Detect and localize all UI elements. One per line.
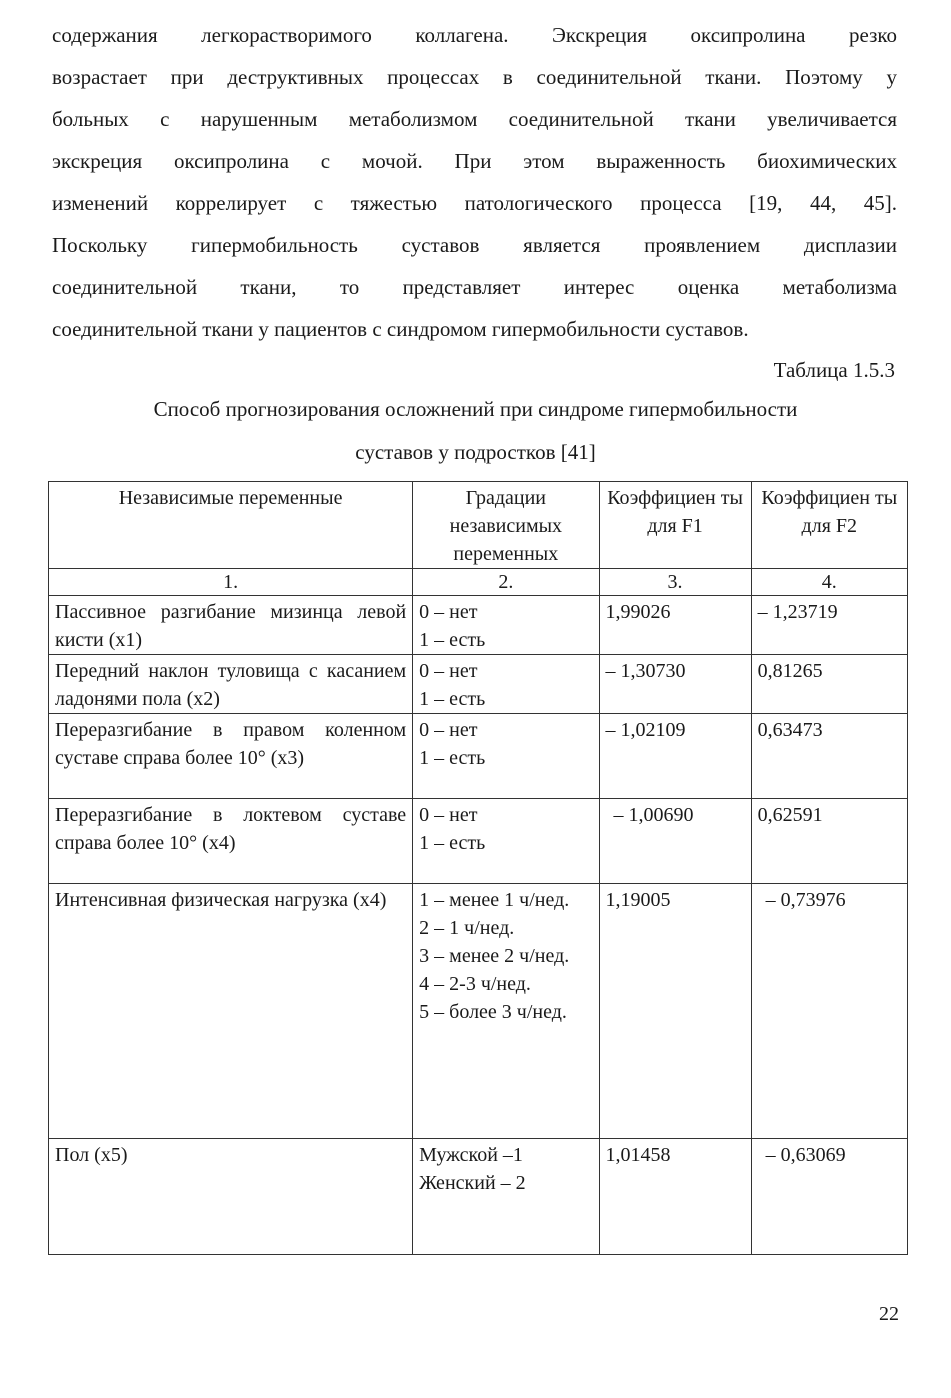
gradation-item: 5 – более 3 ч/нед. (419, 1001, 567, 1023)
f1-cell: – 1,00690 (599, 799, 751, 884)
gradation-item: 1 – есть (419, 832, 486, 854)
f2-cell: – 0,73976 (751, 884, 907, 1139)
paragraph-line: возрастает при деструктивных процессах в соединительной ткани. Поэтому у (52, 65, 897, 89)
variable-cell: Пассивное разгибание мизинца левой кисти (x1) (49, 596, 413, 655)
gradation-item: 1 – есть (419, 688, 486, 710)
f2-cell: 0,63473 (751, 714, 907, 799)
gradation-item: 0 – нет (419, 660, 478, 682)
gradations-cell (413, 655, 599, 714)
f1-cell: 1,99026 (599, 596, 751, 655)
column-index: 2. (413, 569, 599, 596)
paragraph-line: соединительной ткани у пациентов с синдромом гипермобильности суставов. (52, 317, 749, 341)
f1-cell: 1,01458 (599, 1139, 751, 1255)
gradation-item: 4 – 2-3 ч/нед. (419, 973, 531, 995)
variable-cell: Пол (x5) (49, 1139, 413, 1255)
gradations-cell (413, 596, 599, 655)
gradation-item: 1 – есть (419, 629, 486, 651)
f2-cell: 0,81265 (751, 655, 907, 714)
gradation-item: 3 – менее 2 ч/нед. (419, 945, 570, 967)
gradation-item: Мужской –1 (419, 1144, 523, 1166)
gradation-item: 2 – 1 ч/нед. (419, 917, 515, 939)
table-row (49, 655, 908, 714)
column-index: 1. (49, 569, 413, 596)
table-label: Таблица 1.5.3 (773, 358, 895, 382)
gradation-item: 0 – нет (419, 804, 478, 826)
gradation-item: 0 – нет (419, 719, 478, 741)
variable-cell: Переразгибание в локтевом суставе справа более 10° (x4) (49, 799, 413, 884)
paragraph-line: изменений коррелирует с тяжестью патологического процесса [19, 44, 45]. (52, 191, 897, 215)
table-row (49, 1139, 908, 1255)
table-title-continued: суставов у подростков [41] (355, 440, 596, 464)
table-row (49, 884, 908, 1139)
gradations-cell (413, 799, 599, 884)
table-index-row (49, 569, 908, 596)
gradations-cell (413, 884, 599, 1139)
f1-cell: 1,19005 (599, 884, 751, 1139)
f2-cell: – 0,63069 (751, 1139, 907, 1255)
gradations-cell (413, 1139, 599, 1255)
coefficients-table (48, 481, 908, 1255)
f1-cell: – 1,02109 (599, 714, 751, 799)
variable-cell: Интенсивная физическая нагрузка (x4) (49, 884, 413, 1139)
column-index: 3. (599, 569, 751, 596)
body-paragraph (52, 14, 897, 350)
gradation-item: Женский – 2 (419, 1172, 526, 1194)
table-title: Способ прогнозирования осложнений при синдроме гипермобильности (153, 397, 798, 421)
paragraph-line: экскреция оксипролина с мочой. При этом выраженность биохимических (52, 149, 897, 173)
table-row (49, 596, 908, 655)
table-row (49, 799, 908, 884)
gradations-cell (413, 714, 599, 799)
f1-cell: – 1,30730 (599, 655, 751, 714)
variable-cell: Передний наклон туловища с касанием ладонями пола (x2) (49, 655, 413, 714)
page-number: 22 (879, 1303, 899, 1325)
gradation-item: 1 – менее 1 ч/нед. (419, 889, 570, 911)
paragraph-line: содержания легкорастворимого коллагена. Экскреция оксипролина резко (52, 23, 897, 47)
paragraph-line: больных с нарушенным метаболизмом соединительной ткани увеличивается (52, 107, 897, 131)
f2-cell: – 1,23719 (751, 596, 907, 655)
gradation-item: 1 – есть (419, 747, 486, 769)
paragraph-line: Поскольку гипермобильность суставов является проявлением дисплазии (52, 233, 897, 257)
gradation-item: 0 – нет (419, 601, 478, 623)
paragraph-line: соединительной ткани, то представляет интерес оценка метаболизма (52, 275, 897, 299)
column-header: Независимые переменные (49, 482, 413, 569)
column-index: 4. (751, 569, 907, 596)
table-header-row (49, 482, 908, 569)
f2-cell: 0,62591 (751, 799, 907, 884)
column-header: Коэффициен ты для F1 (599, 482, 751, 569)
column-header: Градации независимых переменных (413, 482, 599, 569)
variable-cell: Переразгибание в правом коленном суставе справа более 10° (x3) (49, 714, 413, 799)
table-row (49, 714, 908, 799)
column-header: Коэффициен ты для F2 (751, 482, 907, 569)
